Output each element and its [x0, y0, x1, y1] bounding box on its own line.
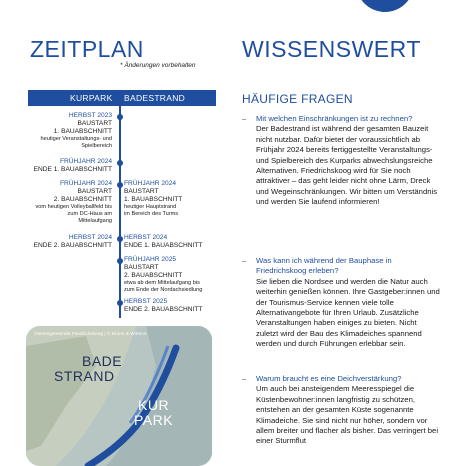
label-kurpark-line2: PARK [134, 412, 174, 428]
timeline-entry-detail: Mittelaufgang [78, 217, 112, 224]
label-badestrand-line2: STRAND [54, 368, 115, 384]
timeline-dot [117, 182, 123, 188]
timeline-entry-line: ENDE 1. BAUABSCHNITT [124, 242, 203, 249]
timeline-entry-line: ENDE 2. BAUABSCHNITT [33, 242, 112, 249]
timeline-entry-time: HERBST 2025 [124, 298, 168, 305]
timeline-entry-line: 2. BAUABSCHNITT [124, 272, 183, 279]
timeline-entry-time: HERBST 2024 [68, 234, 112, 241]
changes-note: * Änderungen vorbehalten [120, 62, 196, 69]
faq-heading: HÄUFIGE FRAGEN [242, 92, 353, 106]
timeline-entry-right [124, 180, 182, 218]
timeline-entry-line: BAUSTART [77, 188, 112, 195]
timeline-line [119, 106, 121, 318]
timeline-entry-left [34, 158, 112, 174]
timeline-entry-detail: zum DC-Haus am [67, 210, 112, 217]
wissenswert-title: WISSENSWERT [242, 36, 421, 62]
decorative-circle [356, 0, 414, 12]
timeline-entry-detail: zum Ende der Nordachsiedlung [124, 286, 203, 293]
timeline-entry-right [124, 256, 202, 294]
timeline-dot [117, 160, 123, 166]
timeline-entry-line: ENDE 2. BAUABSCHNITT [124, 306, 203, 313]
column-kurpark: KURPARK [70, 93, 113, 103]
label-kurpark-line1: KUR [138, 397, 170, 413]
label-badestrand [54, 353, 123, 384]
timeline-entry-detail: Spielbereich [81, 142, 112, 149]
zeitplan-title: ZEITPLAN [30, 36, 144, 62]
faq-item-3 [242, 374, 440, 447]
faq-question: – Mit welchen Einschränkungen ist zu rechnen? [242, 114, 440, 124]
column-badestrand: BADESTRAND [124, 93, 186, 103]
timeline-entry-time: FRÜHJAHR 2024 [124, 180, 177, 187]
timeline-entry-left [40, 112, 112, 150]
timeline-entry-line: 2. BAUABSCHNITT [53, 196, 112, 203]
timeline-dot [117, 114, 123, 120]
faq-item-2 [242, 256, 440, 350]
timeline-entry-time: FRÜHJAHR 2024 [59, 158, 112, 165]
timeline-entry-line: BAUSTART [124, 264, 159, 271]
timeline-entry-right [124, 298, 202, 314]
label-kurpark [134, 398, 173, 428]
faq-question: – Warum braucht es eine Deichverstärkung? [242, 374, 440, 384]
timeline-entry-detail: heutiger Veranstaltungs- und [40, 136, 112, 142]
map-graphic [26, 326, 212, 466]
timeline-entry-time: FRÜHJAHR 2024 [59, 180, 112, 187]
timeline-entry-line: BAUSTART [124, 188, 159, 195]
timeline-entry-left [36, 180, 113, 224]
faq-question: – Was kann ich während der Bauphase in Friedrichskoog erleben? [242, 256, 440, 277]
faq-answer: Sie lieben die Nordsee und werden die Natur auch weiterhin genießen können. Ihre Gastgeber:innen und der Tourismus-Service kennen viele tolle Alternativangebote für Ihren Urlaub. Zusätzliche Veranstaltungen haben einiges zu bieten. Nicht zuletzt wird der Bau des Klimadeiches spannend werden und durch Führungen erlebbar sein. [256, 276, 440, 349]
faq-answer: Um auch bei ansteigendem Meeresspiegel die Küstenbewohner:innen langfristig zu schützen, entstehen an der gesamten Küste sogenannte Klimadeiche. Sie sind nicht nur höher, sondern vor allem breiter und flacher als bisher. Das verringert bei einer Sturmflut [256, 384, 439, 446]
timeline-entry-line: 1. BAUABSCHNITT [53, 128, 112, 135]
timeline-entry-line: ENDE 1. BAUABSCHNITT [33, 166, 112, 173]
timeline-header [28, 90, 216, 106]
timeline-entry-detail: heutiger Hauptstrand [124, 204, 177, 210]
timeline-entry-left [34, 234, 112, 250]
timeline-dot [117, 236, 123, 242]
timeline-entry-line: BAUSTART [77, 120, 112, 127]
timeline-entry-right [124, 234, 202, 250]
timeline-dot [117, 300, 123, 306]
map-caption: Ostseegemeinde Friedrichskoog | © Bruns & Wittens [34, 332, 147, 337]
timeline-entry-time: HERBST 2024 [124, 234, 168, 241]
faq-item-1 [242, 114, 440, 208]
label-badestrand-line1: BADE [82, 353, 123, 369]
timeline-entry-detail: vom heutigen Volleyballfeld bis [35, 204, 112, 210]
timeline-entry-time: HERBST 2023 [68, 112, 112, 119]
timeline-dot [117, 258, 123, 264]
timeline-entry-line: 1. BAUABSCHNITT [124, 196, 183, 203]
construction-map [26, 326, 212, 466]
faq-answer: Der Badestrand ist während der gesamten Bauzeit nicht nutzbar. Dafür bietet der voraussichtlich ab Frühjahr 2024 bereits fertiggestellte Veranstaltungs- und Spielbereich des Kurparks abwechslungsreiche Alternativen. Friedrichskoog wird für Sie noch attraktiver – das geht leider nicht ohne Lärm, Dreck und Wegeinschränkungen. Wir bitten um Verständnis und werden Sie laufend informieren! [256, 124, 438, 207]
timeline-entry-time: FRÜHJAHR 2025 [124, 256, 177, 263]
timeline-entry-detail: im Bereich des Turms [124, 210, 179, 217]
timeline-entry-detail: etwa ab dem Mittelaufgang bis [124, 280, 200, 286]
